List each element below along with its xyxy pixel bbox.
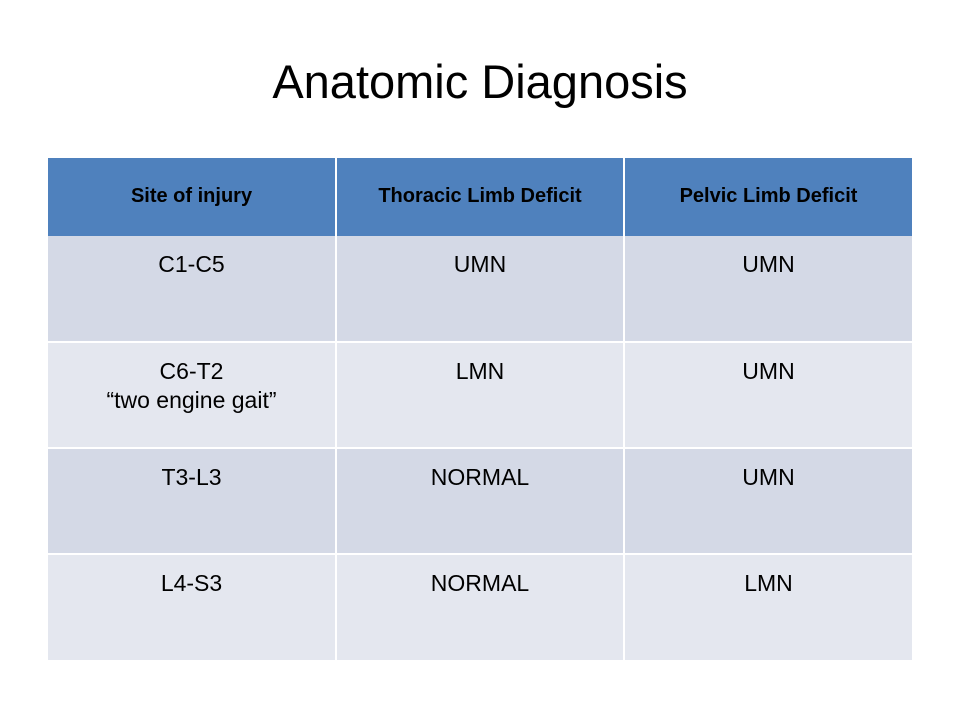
cell-pelvic-deficit: LMN: [624, 554, 912, 660]
column-header-site-of-injury: Site of injury: [48, 158, 336, 236]
table-row: [48, 342, 912, 448]
cell-site-value: C1-C5: [158, 251, 225, 277]
cell-site-of-injury: [48, 554, 336, 660]
cell-pelvic-deficit: UMN: [624, 236, 912, 342]
column-header-thoracic-limb-deficit: Thoracic Limb Deficit: [336, 158, 624, 236]
table-body: [48, 236, 912, 660]
table-header-row: [48, 158, 912, 236]
cell-pelvic-deficit: UMN: [624, 448, 912, 554]
table-row: [48, 236, 912, 342]
cell-thoracic-deficit: NORMAL: [336, 554, 624, 660]
cell-site-of-injury: [48, 448, 336, 554]
cell-site-value: C6-T2: [159, 358, 224, 384]
cell-site-of-injury: [48, 342, 336, 448]
cell-site-value: T3-L3: [161, 464, 222, 490]
cell-thoracic-deficit: NORMAL: [336, 448, 624, 554]
cell-site-of-injury: [48, 236, 336, 342]
table-header: [48, 158, 912, 236]
cell-thoracic-deficit: LMN: [336, 342, 624, 448]
table-row: [48, 554, 912, 660]
cell-site-value: L4-S3: [160, 570, 223, 596]
cell-thoracic-deficit: UMN: [336, 236, 624, 342]
cell-site-note: “two engine gait”: [106, 386, 277, 413]
table-row: [48, 448, 912, 554]
column-header-pelvic-limb-deficit: Pelvic Limb Deficit: [624, 158, 912, 236]
anatomic-diagnosis-table: [48, 158, 912, 660]
page-title: Anatomic Diagnosis: [272, 55, 688, 108]
anatomic-diagnosis-table-wrapper: [48, 158, 912, 660]
cell-pelvic-deficit: UMN: [624, 342, 912, 448]
